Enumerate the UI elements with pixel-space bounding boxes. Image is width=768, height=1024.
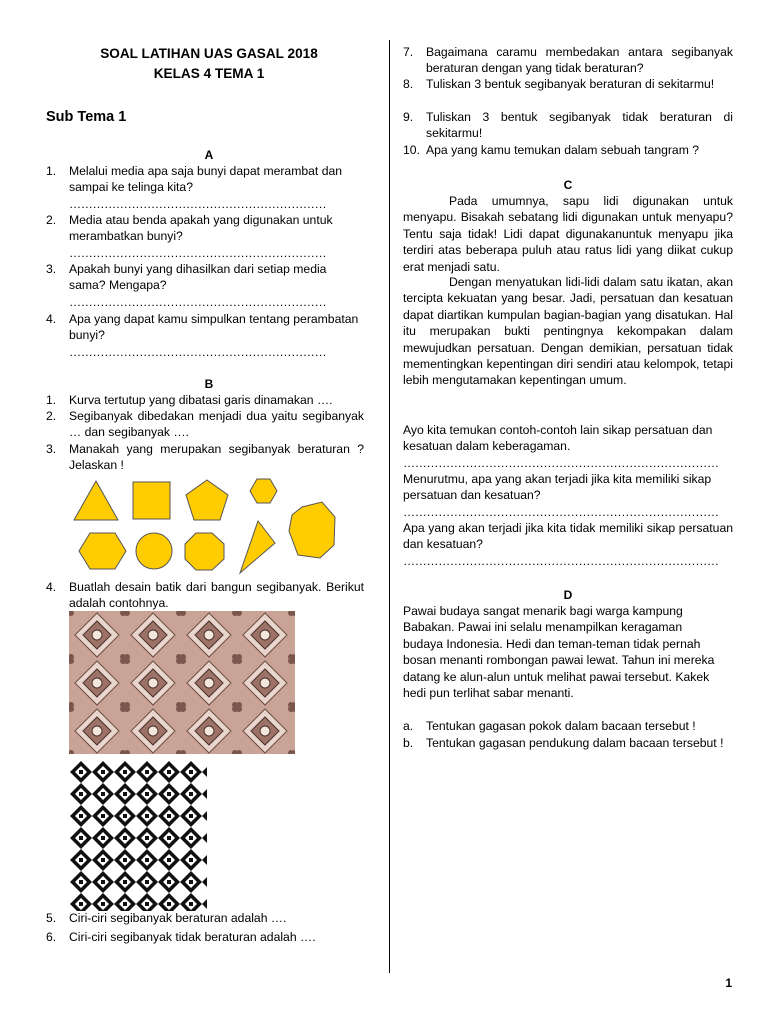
question-b10 bbox=[403, 142, 733, 158]
hexagon-shape-small bbox=[250, 479, 277, 503]
answer-line: ……………………………………………………………………… bbox=[403, 553, 719, 568]
question-b2 bbox=[46, 408, 364, 441]
question-text: Buatlah desain batik dari bangun segibanyak. Berikut adalah contohnya. bbox=[69, 580, 364, 611]
page-number: 1 bbox=[725, 976, 732, 990]
answer-line: ………………………………………………………… bbox=[69, 196, 327, 211]
answer-line: ………………………………………………………… bbox=[69, 344, 327, 359]
section-c-paragraph-2: Dengan menyatukan lidi-lidi dalam satu ikatan, akan tercipta kekuatan yang besar. Jadi, persatuan dan kesatuan dapat diartikan kumpulan bagian-bagian yang disatukan. Hal itu merupakan bukti pentingnya kekompakan dalam mewujudkan persatuan. Dengan demikian, persatuan tidak mementingkan kepentingan diri sendiri atau kelompok, tetapi lebih mengutamakan kepentingan umum. bbox=[403, 275, 733, 388]
section-d-passage: Pawai budaya sangat menarik bagi warga kampung Babakan. Pawai ini selalu menampilkan keragaman budaya Indonesia. Hedi dan teman-teman tidak pernah bosan menanti rombongan pawai lewat. Tahun ini mereka datang ke alun-alun untuk melihat pawai tersebut. Kakek hedi pun terlihat sabar menanti. bbox=[403, 604, 715, 701]
hexagon-shape bbox=[79, 533, 126, 569]
question-text: Ciri-ciri segibanyak tidak beraturan adalah …. bbox=[69, 930, 316, 944]
question-text: Ayo kita temukan contoh-contoh lain sikap persatuan dan kesatuan dalam keberagaman. bbox=[403, 423, 713, 454]
question-text: Bagaimana caramu membedakan antara segibanyak beraturan dengan yang tidak beraturan? bbox=[426, 45, 733, 76]
question-number: 9. bbox=[403, 110, 414, 124]
column-divider bbox=[389, 40, 390, 973]
section-c-question-1 bbox=[403, 422, 733, 471]
question-number: 7. bbox=[403, 45, 414, 59]
answer-line: ………………………………………………………… bbox=[69, 245, 327, 260]
question-number: 3. bbox=[46, 262, 57, 276]
subtema-heading: Sub Tema 1 bbox=[46, 109, 127, 125]
question-text: Segibanyak dibedakan menjadi dua yaitu segibanyak … dan segibanyak …. bbox=[69, 409, 364, 440]
triangle-shape bbox=[74, 481, 118, 520]
question-text: Tentukan gagasan pendukung dalam bacaan tersebut ! bbox=[426, 736, 724, 750]
section-c-label: C bbox=[563, 178, 573, 192]
question-text: Tuliskan 3 bentuk segibanyak tidak beraturan di sekitarmu! bbox=[426, 110, 733, 141]
question-text: Apa yang kamu temukan dalam sebuah tangram ? bbox=[426, 143, 700, 157]
question-a2 bbox=[46, 212, 364, 261]
question-number: 8. bbox=[403, 77, 414, 91]
document-title: SOAL LATIHAN UAS GASAL 2018 bbox=[100, 46, 318, 61]
question-text: Melalui media apa saja bunyi dapat merambat dan sampai ke telinga kita? bbox=[69, 164, 343, 195]
octagon-shape bbox=[185, 533, 224, 570]
irregular-polygon-shape bbox=[289, 502, 335, 558]
answer-line: ………………………………………………………… bbox=[69, 294, 327, 309]
question-number: 3. bbox=[46, 442, 57, 456]
question-number: 10. bbox=[403, 143, 420, 157]
question-b1 bbox=[46, 392, 364, 408]
question-text: Tuliskan 3 bentuk segibanyak beraturan di sekitarmu! bbox=[426, 77, 715, 91]
question-number: 4. bbox=[46, 312, 57, 326]
section-c-question-3 bbox=[403, 520, 733, 569]
question-text: Apa yang dapat kamu simpulkan tentang perambatan bunyi? bbox=[69, 312, 359, 343]
polygon-shapes-figure bbox=[70, 475, 342, 577]
question-text: Menurutmu, apa yang akan terjadi jika kita memiliki sikap persatuan dan kesatuan? bbox=[403, 472, 712, 503]
question-number: 5. bbox=[46, 911, 57, 925]
question-d-a bbox=[403, 718, 733, 734]
question-b4 bbox=[46, 579, 364, 612]
section-a-label: A bbox=[204, 148, 214, 162]
question-text: Ciri-ciri segibanyak beraturan adalah …. bbox=[69, 911, 287, 925]
question-number: b. bbox=[403, 736, 414, 750]
section-b-label: B bbox=[204, 377, 214, 391]
question-text: Apakah bunyi yang dihasilkan dari setiap media sama? Mengapa? bbox=[69, 262, 327, 293]
question-b5 bbox=[46, 910, 364, 926]
pentagon-shape bbox=[186, 480, 228, 520]
circle-shape bbox=[136, 533, 172, 569]
answer-line: ……………………………………………………………………… bbox=[403, 504, 719, 519]
square-shape bbox=[133, 482, 170, 519]
question-b7 bbox=[403, 44, 733, 77]
question-b9 bbox=[403, 109, 733, 142]
question-b6 bbox=[46, 929, 364, 945]
batik-kawung-image bbox=[70, 761, 207, 911]
document-subtitle: KELAS 4 TEMA 1 bbox=[153, 66, 265, 81]
section-d-label: D bbox=[563, 588, 573, 602]
answer-line: ……………………………………………………………………… bbox=[403, 455, 719, 470]
batik-pattern-image bbox=[69, 611, 295, 754]
question-number: 2. bbox=[46, 409, 57, 423]
polygon-shapes bbox=[74, 479, 335, 573]
question-text: Kurva tertutup yang dibatasi garis dinamakan …. bbox=[69, 393, 333, 407]
question-a1 bbox=[46, 163, 364, 212]
question-number: 1. bbox=[46, 164, 57, 178]
question-number: 1. bbox=[46, 393, 57, 407]
irregular-triangle-shape bbox=[240, 521, 275, 573]
section-c-question-2 bbox=[403, 471, 733, 520]
section-c-paragraph-1: Pada umumnya, sapu lidi digunakan untuk menyapu. Bisakah sebatang lidi digunakan untuk menyapu? Tentu saja tidak! Lidi dapat digunakanuntuk menyapu jika terdiri atas beberapa puluh atau ratus lidi yang diikat cukup erat menjadi satu. bbox=[403, 194, 733, 274]
question-a3 bbox=[46, 261, 364, 310]
question-b3 bbox=[46, 441, 364, 474]
question-number: 2. bbox=[46, 213, 57, 227]
question-text: Manakah yang merupakan segibanyak beraturan ? Jelaskan ! bbox=[69, 442, 364, 473]
question-b8 bbox=[403, 76, 733, 92]
question-d-b bbox=[403, 735, 733, 751]
question-number: a. bbox=[403, 719, 414, 733]
question-number: 4. bbox=[46, 580, 57, 594]
question-text: Tentukan gagasan pokok dalam bacaan tersebut ! bbox=[426, 719, 696, 733]
question-a4 bbox=[46, 311, 364, 360]
question-text: Apa yang akan terjadi jika kita tidak memiliki sikap persatuan dan kesatuan? bbox=[403, 521, 733, 552]
question-number: 6. bbox=[46, 930, 57, 944]
question-text: Media atau benda apakah yang digunakan untuk merambatkan bunyi? bbox=[69, 213, 333, 244]
